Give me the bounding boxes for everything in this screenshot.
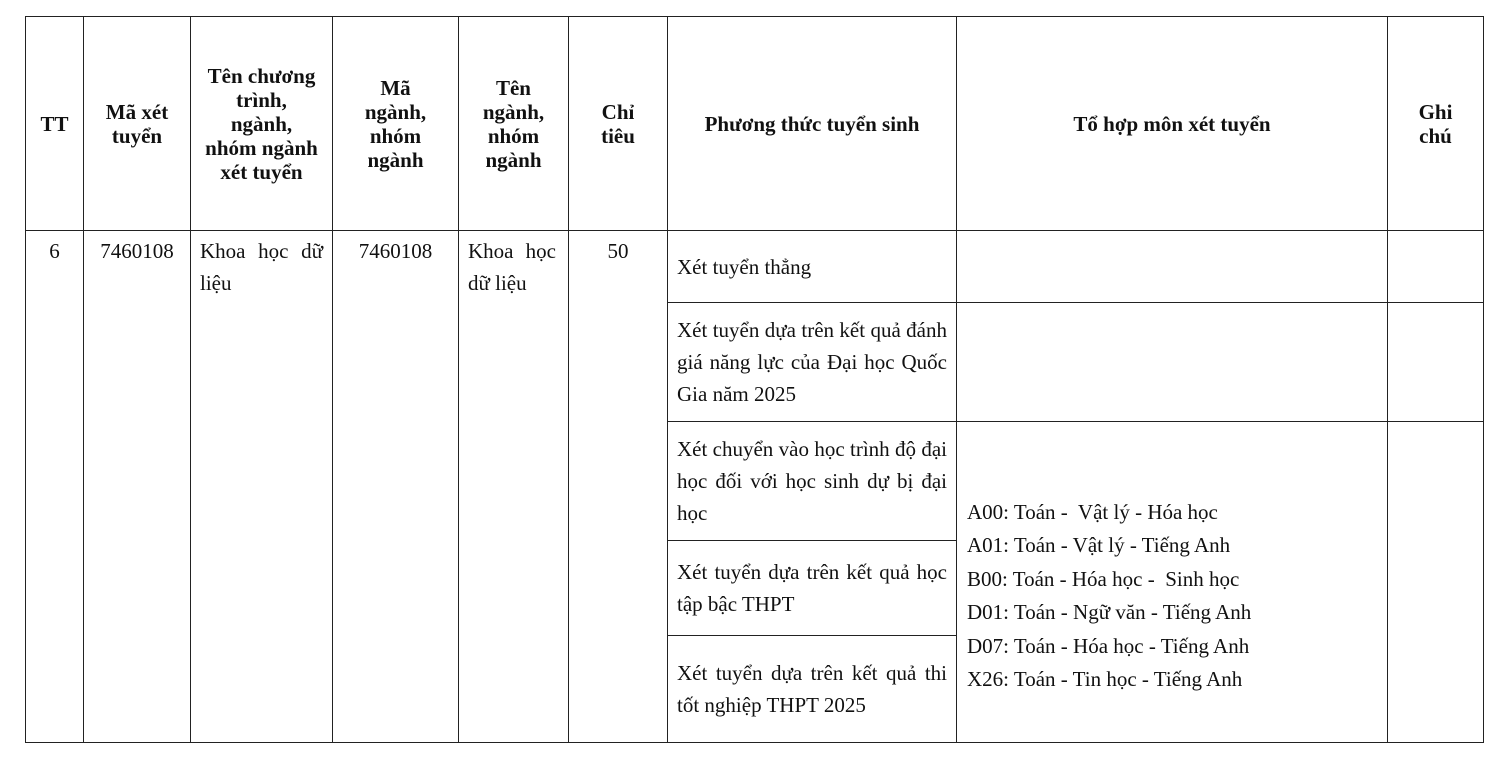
header-ten-nganh: Tên ngành, nhóm ngành (459, 17, 569, 231)
combination-b00: B00: Toán - Hóa học - Sinh học (967, 566, 1240, 591)
header-ghi-chu: Ghi chú (1388, 17, 1484, 231)
combination-a00: A00: Toán - Vật lý - Hóa học (967, 499, 1218, 524)
admission-table (25, 16, 1484, 743)
cell-tt: 6 (26, 231, 84, 743)
cell-method-1: Xét tuyển thẳng (668, 231, 957, 303)
cell-note-3 (1388, 422, 1484, 743)
combination-x26: X26: Toán - Tin học - Tiếng Anh (967, 667, 1243, 691)
cell-method-5: Xét tuyển dựa trên kết quả thi tốt nghiệp THPT 2025 (668, 636, 957, 743)
cell-combo-empty-2 (957, 303, 1388, 422)
cell-method-4: Xét tuyển dựa trên kết quả học tập bậc THPT (668, 541, 957, 636)
cell-ten-chuong-trinh: Khoa học dữ liệu (191, 231, 333, 743)
combination-a01: A01: Toán - Vật lý - Tiếng Anh (967, 533, 1231, 557)
cell-method-3: Xét chuyển vào học trình độ đại học đối với học sinh dự bị đại học (668, 422, 957, 541)
header-ten-chuong-trinh: Tên chương trình, ngành, nhóm ngành xét tuyển (191, 17, 333, 231)
cell-chi-tieu: 50 (569, 231, 668, 743)
header-phuong-thuc: Phương thức tuyển sinh (668, 17, 957, 231)
cell-method-2: Xét tuyển dựa trên kết quả đánh giá năng lực của Đại học Quốc Gia năm 2025 (668, 303, 957, 422)
cell-ten-nganh: Khoa học dữ liệu (459, 231, 569, 743)
header-row (26, 17, 1484, 231)
header-to-hop: Tổ hợp môn xét tuyển (957, 17, 1388, 231)
combination-d01: D01: Toán - Ngữ văn - Tiếng Anh (967, 600, 1252, 624)
cell-ma-xet-tuyen: 7460108 (84, 231, 191, 743)
cell-note-2 (1388, 303, 1484, 422)
combination-d07: D07: Toán - Hóa học - Tiếng Anh (967, 633, 1250, 658)
header-chi-tieu: Chỉ tiêu (569, 17, 668, 231)
header-ma-xet-tuyen: Mã xét tuyển (84, 17, 191, 231)
cell-note-1 (1388, 231, 1484, 303)
cell-ma-nganh: 7460108 (333, 231, 459, 743)
header-ma-nganh: Mã ngành, nhóm ngành (333, 17, 459, 231)
header-tt: TT (26, 17, 84, 231)
table-row (26, 231, 1484, 303)
cell-combinations (957, 422, 1388, 743)
cell-combo-empty-1 (957, 231, 1388, 303)
